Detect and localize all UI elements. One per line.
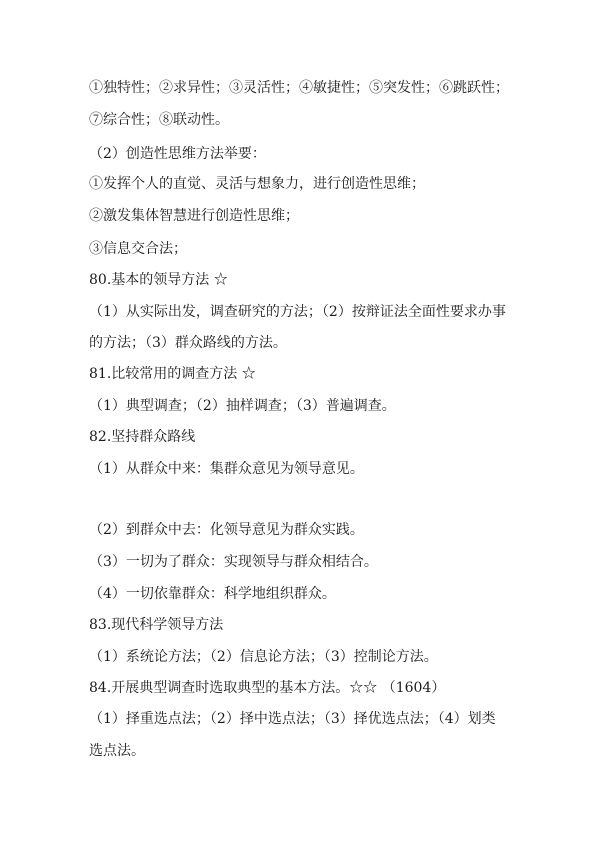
text-line: （1）系统论方法；（2）信息论方法；（3）控制论方法。: [89, 649, 438, 665]
text-line: （2）到群众中去：化领导意见为群众实践。: [89, 522, 364, 538]
text-line: ①独特性；②求异性；③灵活性；④敏捷性；⑤突发性；⑥跳跃性；: [89, 80, 509, 96]
text-line: （1）典型调查；（2）抽样调查；（3）普遍调查。: [89, 398, 396, 414]
section-heading: 80.基本的领导方法 ☆: [89, 272, 228, 288]
text-line: 选点法。: [89, 743, 145, 759]
text-line: ①发挥个人的直觉、灵活与想象力，进行创造性思维；: [89, 176, 425, 192]
text-line: （4）一切依靠群众：科学地组织群众。: [89, 586, 336, 602]
section-heading: 83.现代科学领导方法: [89, 617, 224, 633]
text-line: （1）从群众中来：集群众意见为领导意见。: [89, 461, 364, 477]
text-line: ③信息交合法；: [89, 241, 187, 257]
text-line: （1）从实际出发，调查研究的方法；（2）按辩证法全面性要求办事: [89, 304, 506, 320]
text-line: 的方法；（3）群众路线的方法。: [89, 335, 287, 351]
text-line: ②激发集体智慧进行创造性思维；: [89, 208, 299, 224]
section-heading: 84.开展典型调查时选取典型的基本方法。☆☆ （1604）: [89, 680, 446, 696]
text-line: （2）创造性思维方法举要：: [89, 146, 266, 162]
text-line: ⑦综合性；⑧联动性。: [89, 112, 229, 128]
section-heading: 81.比较常用的调查方法 ☆: [89, 366, 256, 382]
text-line: （1）择重选点法；（2）择中选点法；（3）择优选点法；（4）划类: [89, 711, 496, 727]
section-heading: 82.坚持群众路线: [89, 429, 196, 445]
text-line: （3）一切为了群众：实现领导与群众相结合。: [89, 554, 378, 570]
